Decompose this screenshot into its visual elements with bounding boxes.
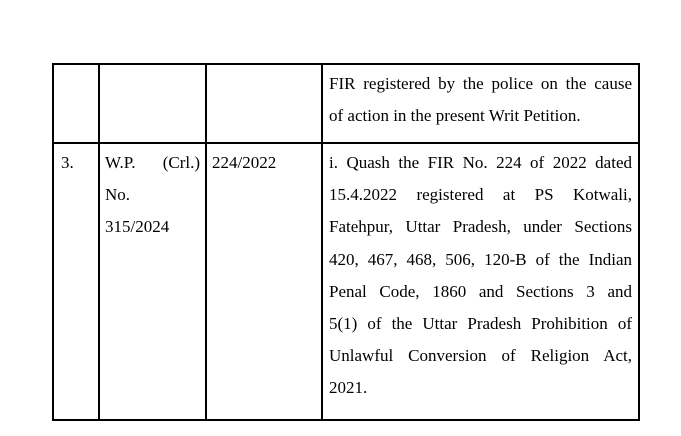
case-number-cell bbox=[99, 143, 206, 420]
serial-cell bbox=[53, 64, 99, 143]
writ-petition-table bbox=[52, 63, 640, 421]
relief-cell bbox=[322, 143, 639, 420]
table-row bbox=[53, 64, 639, 143]
case-number-line: W.P. (Crl.) bbox=[105, 153, 200, 172]
relief-line: 5(1) of the Uttar Pradesh Prohibition of bbox=[329, 314, 632, 334]
table-row bbox=[53, 143, 639, 420]
case-number-cell bbox=[99, 64, 206, 143]
relief-line: i. Quash the FIR No. 224 of 2022 dated bbox=[329, 153, 632, 172]
case-number-line: 315/2024 bbox=[105, 217, 170, 237]
serial-number: 3. bbox=[61, 153, 74, 172]
relief-cell bbox=[322, 64, 639, 143]
relief-line: 15.4.2022 registered at PS Kotwali, bbox=[329, 185, 632, 205]
relief-line: Unlawful Conversion of Religion Act, bbox=[329, 346, 632, 366]
serial-cell bbox=[53, 143, 99, 420]
relief-line: Penal Code, 1860 and Sections 3 and bbox=[329, 281, 632, 301]
relief-line: FIR registered by the police on the cause bbox=[329, 74, 632, 93]
relief-line: 420, 467, 468, 506, 120-B of the Indian bbox=[329, 249, 632, 269]
fir-number-cell bbox=[206, 64, 322, 143]
relief-line: of action in the present Writ Petition. bbox=[329, 106, 581, 126]
relief-line: 2021. bbox=[329, 378, 368, 398]
relief-line: Fatehpur, Uttar Pradesh, under Sections bbox=[329, 217, 632, 237]
fir-number: 224/2022 bbox=[212, 153, 277, 172]
case-number-line: No. bbox=[105, 185, 131, 205]
fir-number-cell bbox=[206, 143, 322, 420]
